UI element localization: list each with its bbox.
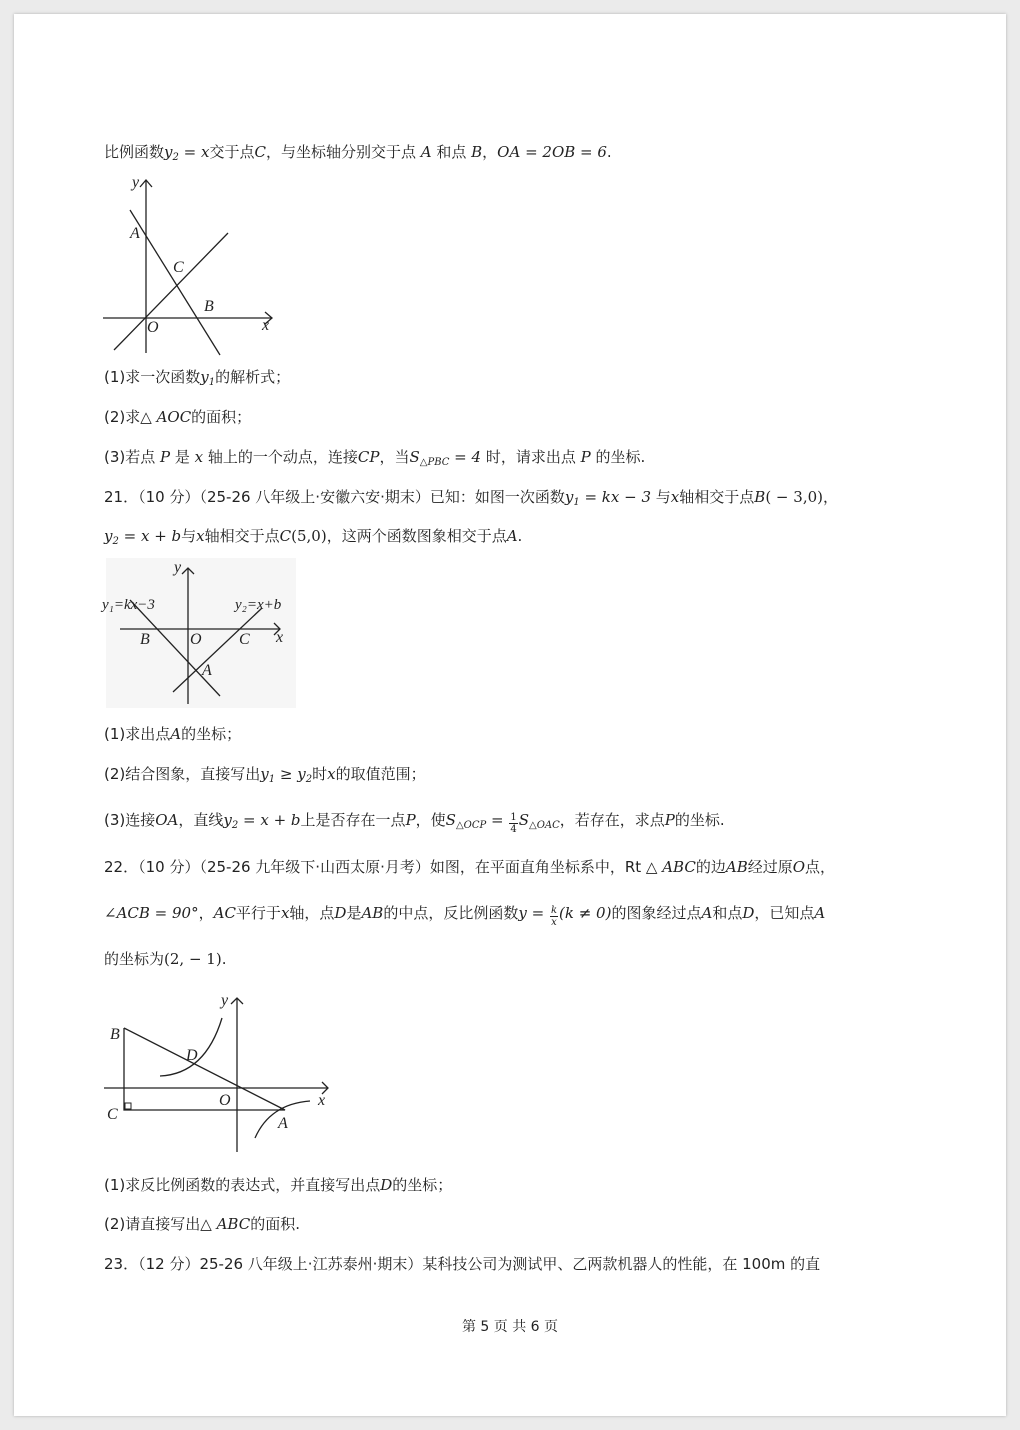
q22-right-angle-mark: [125, 1103, 131, 1109]
page-footer: 第 5 页 共 6 页: [461, 1319, 559, 1335]
q22-label-D: D: [186, 1047, 198, 1064]
q22-part1: (1)求反比例函数的表达式，并直接写出点D的坐标；: [104, 1176, 453, 1194]
q22-part2: (2)请直接写出△ ABC的面积.: [104, 1215, 300, 1233]
q22-fraction: $\frac{k}{x}$: [550, 905, 557, 928]
q20-label-A: A: [130, 225, 140, 242]
q20-part3: (3)若点 P 是 x 轴上的一个动点，连接CP，当$S_{\triangle PBC} = 4$ 时，请求出点 P 的坐标.: [104, 448, 646, 468]
q22-heading: 22．（10 分）（25-26 九年级下·山西太原·月考）如图，在平面直角坐标系中，Rt △ ABC的边AB经过原O点，: [104, 858, 836, 876]
q20-intro: 比例函数$y_2 = x$交于点C，与坐标轴分别交于点 A 和点 B，OA = 2OB = 6.: [104, 143, 612, 163]
q21-label-C: C: [239, 631, 250, 648]
q22-label-x: x: [318, 1092, 326, 1109]
q22-label-B: B: [110, 1026, 120, 1043]
q22-label-O: O: [219, 1092, 231, 1109]
q22-heading-line2: ∠ACB = 90°，AC平行于x轴，点D是AB的中点，反比例函数y = $\frac{k}{x}$ (k ≠ 0)的图象经过点A和点D，已知点A: [104, 904, 826, 928]
q21-part2: (2)结合图象，直接写出$y_1 \ge y_2$时x的取值范围；: [104, 765, 426, 785]
q21-label-x: x: [276, 629, 284, 646]
q22-label-C: C: [107, 1106, 118, 1123]
q21-label-y1: y₁=kx−3: [102, 597, 155, 613]
q22-label-A: A: [278, 1115, 288, 1132]
q21-part3: (3)连接OA，直线$y_2 = x + b$上是否存在一点P，使$S_{\triangle OCP}$ = $\frac{1}{4}$ $S_{\triangle OAC}$，若存在，求点P的坐标.: [104, 811, 725, 835]
q20-line-AB: [130, 210, 220, 355]
q22-triangle: [124, 1028, 285, 1110]
q20-label-O: O: [147, 319, 159, 336]
q20-figure: [100, 170, 280, 360]
q20-label-C: C: [173, 259, 184, 276]
q21-label-y2: y₂=x+b: [235, 597, 282, 613]
q21-figure: [100, 556, 300, 712]
q21-heading-line2: $y_2 = x + b$与x轴相交于点C(5,0)，这两个函数图象相交于点A.: [104, 527, 523, 547]
q23-heading: 23．（12 分）25-26 八年级上·江苏泰州·期末）某科技公司为测试甲、乙两款机器人的性能，在 100m 的直: [104, 1255, 821, 1273]
q21-part1: (1)求出点A的坐标；: [104, 725, 242, 743]
q22-figure: [100, 988, 340, 1158]
q20-part1: (1)求一次函数$y_1$的解析式；: [104, 368, 291, 388]
q20-part2: (2)求△ AOC的面积；: [104, 408, 252, 426]
q22-label-y: y: [221, 992, 229, 1009]
q20-line-OC: [114, 233, 228, 350]
q21-label-B: B: [140, 631, 150, 648]
q21-label-A: A: [202, 662, 212, 679]
q20-label-B: B: [204, 298, 214, 315]
q21-heading: 21．（10 分）（25-26 八年级上·安徽六安·期末）已知：如图一次函数$y_1$ = kx − 3 与x轴相交于点B( − 3,0)，: [104, 488, 838, 508]
q21-label-O: O: [190, 631, 202, 648]
q21-fraction: $\frac{1}{4}$: [510, 812, 517, 835]
q20-label-x: x: [262, 317, 270, 334]
q22-heading-line3: 的坐标为(2, − 1).: [104, 950, 227, 968]
q21-label-y: y: [174, 559, 182, 576]
q20-label-y: y: [132, 174, 140, 191]
